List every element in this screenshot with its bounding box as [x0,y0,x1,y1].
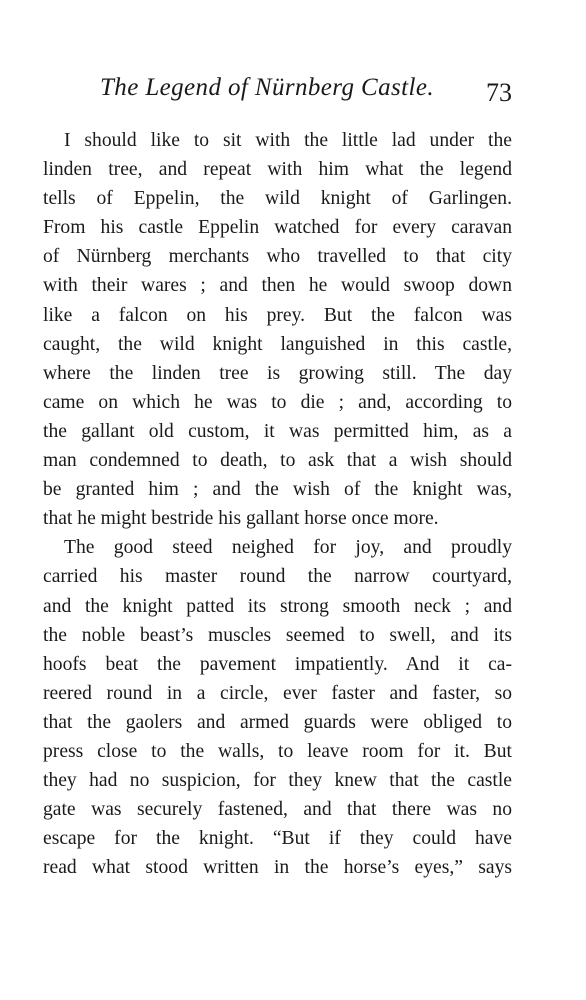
page-header [0,74,586,110]
text-line: read what stood written in the horse’s eyes,” says [43,857,512,879]
body-text [43,126,512,882]
text-line: I should like to sit with the little lad under the [64,130,512,151]
text-line: and the knight patted its strong smooth neck ; and [43,595,512,617]
text-line: they had no suspicion, for they knew that the castle [43,770,512,792]
text-line: linden tree, and repeat with him what the legend [43,159,512,181]
page-number: 73 [486,78,512,107]
text-line: like a falcon on his prey. But the falcon was [43,304,512,326]
text-line: press close to the walls, to leave room for it. But [43,740,512,762]
paragraph-2 [43,533,512,882]
text-line: caught, the wild knight languished in this castle, [43,333,512,355]
text-line: reered round in a circle, ever faster and faster, so [43,682,512,704]
text-line: tells of Eppelin, the wild knight of Garlingen. [43,188,512,210]
text-line: carried his master round the narrow courtyard, [43,566,512,588]
text-line: From his castle Eppelin watched for every caravan [43,217,512,239]
text-line: The good steed neighed for joy, and proudly [64,537,512,559]
text-line: gate was securely fastened, and that there was no [43,799,512,821]
text-line: the noble beast’s muscles seemed to swell, and its [43,624,512,646]
text-line: came on which he was to die ; and, according to [43,391,512,413]
text-line: be granted him ; and the wish of the knight was, [43,479,512,501]
text-line: man condemned to death, to ask that a wish should [43,450,512,472]
text-line: that the gaolers and armed guards were obliged to [43,711,512,733]
text-line: where the linden tree is growing still. The day [43,362,512,384]
paragraph-1 [43,126,512,533]
text-line: hoofs beat the pavement impatiently. And it ca- [43,653,512,675]
text-line: with their wares ; and then he would swoop down [43,275,512,297]
text-line: escape for the knight. “But if they could have [43,828,512,850]
text-line: that he might bestride his gallant horse once more. [43,508,439,530]
text-line: of Nürnberg merchants who travelled to that city [43,246,512,268]
running-title: The Legend of Nürnberg Castle. [100,74,434,101]
text-line: the gallant old custom, it was permitted him, as a [43,420,512,442]
